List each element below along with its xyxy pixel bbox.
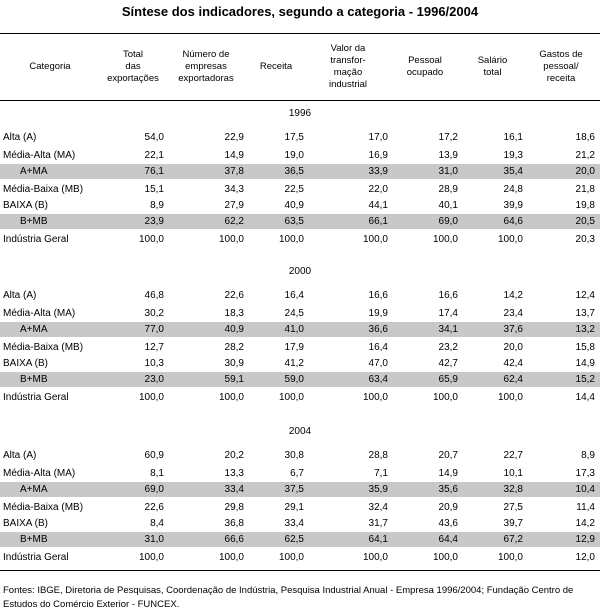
table-cell: 40,9 (284, 200, 304, 211)
table-cell: 14,2 (503, 290, 523, 301)
row-label: B+MB (20, 216, 48, 227)
table-cell: 37,8 (224, 166, 244, 177)
table-cell: 8,9 (581, 450, 595, 461)
row-label: Indústria Geral (3, 392, 69, 403)
table-cell: 13,7 (575, 308, 595, 319)
table-cell: 64,4 (438, 534, 458, 545)
table-cell: 21,8 (575, 184, 595, 195)
table-cell: 32,4 (368, 502, 388, 513)
table-row (0, 232, 600, 247)
table-cell: 20,2 (224, 450, 244, 461)
table-cell: 40,1 (438, 200, 458, 211)
table-cell: 7,1 (374, 468, 388, 479)
table-cell: 23,0 (144, 374, 164, 385)
table-cell: 100,0 (432, 234, 458, 245)
table-cell: 33,9 (368, 166, 388, 177)
table-row (0, 198, 600, 213)
table-cell: 19,9 (368, 308, 388, 319)
table-cell: 100,0 (138, 234, 164, 245)
column-header: Valor da transfor- mação industrial (328, 43, 368, 90)
table-cell: 62,4 (503, 374, 523, 385)
table-cell: 13,3 (224, 468, 244, 479)
table-row (0, 448, 600, 463)
column-header: Gastos de pessoal/ receita (539, 49, 583, 84)
table-cell: 20,5 (575, 216, 595, 227)
header-bottom-rule (0, 100, 600, 101)
table-cell: 100,0 (497, 552, 523, 563)
table-row (0, 390, 600, 405)
year-heading: 1996 (288, 108, 312, 119)
table-cell: 28,9 (438, 184, 458, 195)
table-cell: 60,9 (144, 450, 164, 461)
table-cell: 20,7 (438, 450, 458, 461)
table-cell: 39,9 (503, 200, 523, 211)
table-cell: 15,2 (575, 374, 595, 385)
table-cell: 63,4 (368, 374, 388, 385)
table-cell: 27,5 (503, 502, 523, 513)
table-row (0, 306, 600, 321)
table-cell: 100,0 (362, 392, 388, 403)
table-row (0, 550, 600, 565)
table-cell: 63,5 (284, 216, 304, 227)
table-cell: 69,0 (144, 484, 164, 495)
table-cell: 16,4 (284, 290, 304, 301)
table-cell: 10,3 (144, 358, 164, 369)
table-cell: 23,9 (144, 216, 164, 227)
table-cell: 66,1 (368, 216, 388, 227)
table-cell: 13,2 (575, 324, 595, 335)
table-cell: 19,8 (575, 200, 595, 211)
table-row (0, 516, 600, 531)
source-note: Fontes: IBGE, Diretoria de Pesquisas, Coordenação de Indústria, Pesquisa Industrial Anual - Empresa 1996/2004; Fundação Centro de Estudos do Comércio Exterior - FUNCEX. (3, 585, 574, 610)
table-cell: 100,0 (362, 234, 388, 245)
table-row (0, 466, 600, 481)
table-cell: 17,0 (368, 132, 388, 143)
row-label: A+MA (20, 324, 48, 335)
table-cell: 100,0 (218, 392, 244, 403)
table-title: Síntese dos indicadores, segundo a categoria - 1996/2004 (121, 4, 479, 19)
table-cell: 35,4 (503, 166, 523, 177)
row-label: BAIXA (B) (3, 358, 49, 369)
table-cell: 22,1 (144, 150, 164, 161)
column-header: Total das exportações (107, 49, 159, 84)
table-row (0, 322, 600, 337)
table-cell: 29,1 (284, 502, 304, 513)
table-cell: 62,2 (224, 216, 244, 227)
table-cell: 100,0 (218, 234, 244, 245)
row-label: BAIXA (B) (3, 200, 49, 211)
table-cell: 16,4 (368, 342, 388, 353)
column-header: Pessoal ocupado (406, 55, 444, 78)
column-header: Salário total (477, 55, 508, 78)
table-cell: 14,9 (575, 358, 595, 369)
table-cell: 20,0 (503, 342, 523, 353)
table-cell: 22,6 (224, 290, 244, 301)
table-bottom-rule (0, 570, 600, 571)
row-label: Alta (A) (3, 132, 37, 143)
table-cell: 31,0 (144, 534, 164, 545)
table-cell: 23,4 (503, 308, 523, 319)
table-cell: 21,2 (575, 150, 595, 161)
table-cell: 100,0 (278, 552, 304, 563)
table-cell: 14,9 (224, 150, 244, 161)
table-cell: 30,2 (144, 308, 164, 319)
table-row (0, 356, 600, 371)
table-row (0, 164, 600, 179)
table-cell: 46,8 (144, 290, 164, 301)
table-cell: 28,8 (368, 450, 388, 461)
year-heading: 2004 (288, 426, 312, 437)
table-cell: 22,0 (368, 184, 388, 195)
table-cell: 77,0 (144, 324, 164, 335)
table-cell: 100,0 (138, 392, 164, 403)
table-cell: 22,7 (503, 450, 523, 461)
table-cell: 32,8 (503, 484, 523, 495)
table-cell: 14,4 (575, 392, 595, 403)
table-cell: 10,1 (503, 468, 523, 479)
table-cell: 76,1 (144, 166, 164, 177)
table-cell: 23,2 (438, 342, 458, 353)
table-cell: 59,0 (284, 374, 304, 385)
table-cell: 41,2 (284, 358, 304, 369)
table-cell: 20,3 (575, 234, 595, 245)
table-cell: 40,9 (224, 324, 244, 335)
row-label: A+MA (20, 484, 48, 495)
table-cell: 16,1 (503, 132, 523, 143)
table-cell: 8,9 (150, 200, 164, 211)
table-cell: 14,2 (575, 518, 595, 529)
table-cell: 65,9 (438, 374, 458, 385)
table-cell: 20,0 (575, 166, 595, 177)
table-cell: 36,8 (224, 518, 244, 529)
table-cell: 17,3 (575, 468, 595, 479)
table-cell: 19,3 (503, 150, 523, 161)
table-row (0, 532, 600, 547)
table-cell: 39,7 (503, 518, 523, 529)
row-label: Alta (A) (3, 450, 37, 461)
table-cell: 8,1 (150, 468, 164, 479)
table-cell: 16,6 (438, 290, 458, 301)
row-label: Média-Alta (MA) (3, 468, 76, 479)
table-cell: 34,3 (224, 184, 244, 195)
table-cell: 12,0 (575, 552, 595, 563)
table-row (0, 214, 600, 229)
table-cell: 19,0 (284, 150, 304, 161)
table-cell: 47,0 (368, 358, 388, 369)
table-cell: 33,4 (284, 518, 304, 529)
table-cell: 100,0 (278, 234, 304, 245)
row-label: Média-Alta (MA) (3, 150, 76, 161)
table-cell: 17,2 (438, 132, 458, 143)
table-cell: 64,1 (368, 534, 388, 545)
table-cell: 8,4 (150, 518, 164, 529)
table-cell: 13,9 (438, 150, 458, 161)
table-row (0, 288, 600, 303)
table-cell: 100,0 (432, 392, 458, 403)
table-cell: 22,6 (144, 502, 164, 513)
table-row (0, 500, 600, 515)
row-label: Média-Baixa (MB) (3, 342, 84, 353)
table-cell: 31,0 (438, 166, 458, 177)
table-row (0, 130, 600, 145)
table-cell: 66,6 (224, 534, 244, 545)
row-label: BAIXA (B) (3, 518, 49, 529)
row-label: Média-Baixa (MB) (3, 502, 84, 513)
table-cell: 16,6 (368, 290, 388, 301)
row-label: A+MA (20, 166, 48, 177)
table-cell: 17,9 (284, 342, 304, 353)
table-cell: 17,4 (438, 308, 458, 319)
table-cell: 18,6 (575, 132, 595, 143)
table-cell: 100,0 (278, 392, 304, 403)
column-header: Número de empresas exportadoras (178, 49, 234, 84)
table-cell: 34,1 (438, 324, 458, 335)
table-cell: 59,1 (224, 374, 244, 385)
table-cell: 36,6 (368, 324, 388, 335)
table-cell: 100,0 (497, 392, 523, 403)
table-cell: 54,0 (144, 132, 164, 143)
table-row (0, 482, 600, 497)
row-label: B+MB (20, 534, 48, 545)
year-heading: 2000 (288, 266, 312, 277)
table-row (0, 148, 600, 163)
table-cell: 67,2 (503, 534, 523, 545)
table-row (0, 372, 600, 387)
row-label: Indústria Geral (3, 234, 69, 245)
table-cell: 15,1 (144, 184, 164, 195)
table-cell: 35,9 (368, 484, 388, 495)
table-cell: 11,4 (576, 502, 595, 513)
table-cell: 100,0 (218, 552, 244, 563)
table-cell: 18,3 (224, 308, 244, 319)
table-cell: 69,0 (438, 216, 458, 227)
table-cell: 30,8 (284, 450, 304, 461)
table-cell: 62,5 (284, 534, 304, 545)
table-cell: 20,9 (438, 502, 458, 513)
table-cell: 35,6 (438, 484, 458, 495)
column-header: Categoria (29, 61, 71, 72)
table-cell: 12,9 (575, 534, 595, 545)
table-cell: 24,5 (284, 308, 304, 319)
table-cell: 12,4 (575, 290, 595, 301)
table-cell: 37,5 (284, 484, 304, 495)
table-cell: 6,7 (290, 468, 304, 479)
table-cell: 36,5 (284, 166, 304, 177)
table-row (0, 340, 600, 355)
table-cell: 100,0 (497, 234, 523, 245)
table-cell: 29,8 (224, 502, 244, 513)
table-cell: 22,5 (284, 184, 304, 195)
table-cell: 100,0 (432, 552, 458, 563)
column-header: Receita (259, 61, 293, 72)
row-label: Média-Baixa (MB) (3, 184, 84, 195)
table-cell: 42,7 (438, 358, 458, 369)
table-cell: 100,0 (138, 552, 164, 563)
table-cell: 37,6 (503, 324, 523, 335)
table-cell: 15,8 (575, 342, 595, 353)
table-cell: 43,6 (438, 518, 458, 529)
row-label: Indústria Geral (3, 552, 69, 563)
table-cell: 31,7 (368, 518, 388, 529)
table-cell: 22,9 (224, 132, 244, 143)
table-cell: 12,7 (144, 342, 164, 353)
table-cell: 44,1 (368, 200, 388, 211)
row-label: Média-Alta (MA) (3, 308, 76, 319)
table-cell: 27,9 (224, 200, 244, 211)
table-cell: 16,9 (368, 150, 388, 161)
table-cell: 100,0 (362, 552, 388, 563)
table-cell: 24,8 (503, 184, 523, 195)
table-cell: 64,6 (503, 216, 523, 227)
table-row (0, 182, 600, 197)
table-cell: 42,4 (503, 358, 523, 369)
row-label: Alta (A) (3, 290, 37, 301)
table-cell: 14,9 (438, 468, 458, 479)
table-cell: 28,2 (224, 342, 244, 353)
table-cell: 10,4 (575, 484, 595, 495)
table-cell: 30,9 (224, 358, 244, 369)
row-label: B+MB (20, 374, 48, 385)
table-cell: 17,5 (284, 132, 304, 143)
table-cell: 33,4 (224, 484, 244, 495)
table-cell: 41,0 (284, 324, 304, 335)
